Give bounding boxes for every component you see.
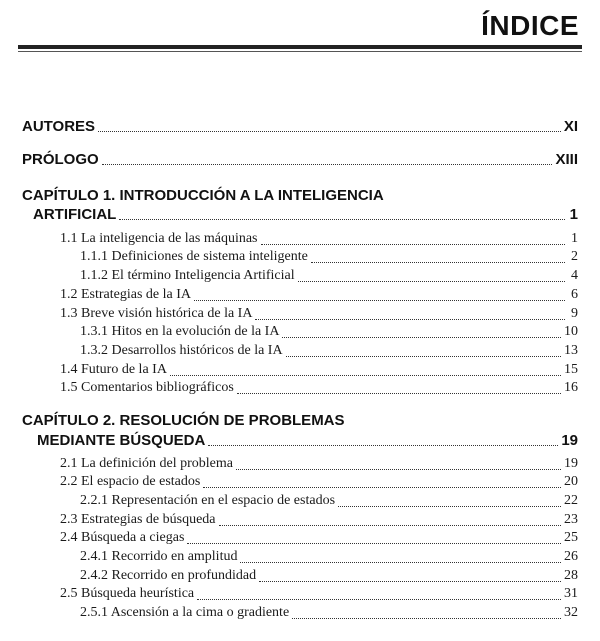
dot-leader bbox=[119, 219, 565, 220]
toc-entry-label: 1.3 Breve visión histórica de la IA bbox=[60, 306, 253, 321]
dot-leader bbox=[255, 319, 565, 320]
toc-entry-label: 2.2 El espacio de estados bbox=[60, 474, 201, 489]
toc-entry-page: 19 bbox=[564, 456, 578, 471]
toc-entry-subsection[interactable] bbox=[80, 268, 578, 284]
toc-entry-label: 1.1.1 Definiciones de sistema inteligente bbox=[80, 249, 308, 264]
toc-entry-subsection[interactable] bbox=[80, 343, 578, 359]
toc-entry-page: 22 bbox=[564, 493, 578, 508]
toc-entry-label: 1.3.1 Hitos en la evolución de la IA bbox=[80, 324, 280, 339]
toc-entry-page: 10 bbox=[564, 324, 578, 339]
toc-entry-page: 20 bbox=[564, 474, 578, 489]
toc-entry-label: 1.5 Comentarios bibliográficos bbox=[60, 380, 234, 395]
toc-entry-page: XIII bbox=[555, 151, 578, 168]
toc-entry-subsection[interactable] bbox=[80, 493, 578, 509]
chapter-1-title: CAPÍTULO 1. INTRODUCCIÓN A LA INTELIGENCIA bbox=[22, 187, 384, 204]
toc-entry-label: 1.3.2 Desarrollos históricos de la IA bbox=[80, 343, 283, 358]
toc-entry-page: 15 bbox=[564, 362, 578, 377]
dot-leader bbox=[208, 445, 558, 446]
toc-entry-label: MEDIANTE BÚSQUEDA bbox=[37, 432, 206, 449]
dot-leader bbox=[261, 244, 566, 245]
toc-entry-label: 1.1 La inteligencia de las máquinas bbox=[60, 231, 258, 246]
toc-entry-label: 2.2.1 Representación en el espacio de estados bbox=[80, 493, 336, 508]
dot-leader bbox=[237, 393, 561, 394]
toc-entry-label: 2.4 Búsqueda a ciegas bbox=[60, 530, 185, 545]
toc-entry-chapter-1[interactable] bbox=[33, 206, 578, 223]
toc-entry-section[interactable] bbox=[60, 362, 578, 378]
toc-entry-chapter-2[interactable] bbox=[37, 432, 578, 449]
toc-entry-label: PRÓLOGO bbox=[22, 151, 99, 168]
dot-leader bbox=[98, 131, 561, 132]
toc-entry-page: 26 bbox=[564, 549, 578, 564]
toc-entry-label: 2.4.2 Recorrido en profundidad bbox=[80, 568, 257, 583]
toc-entry-label: AUTORES bbox=[22, 118, 96, 135]
dot-leader bbox=[194, 300, 565, 301]
toc-entry-subsection[interactable] bbox=[80, 249, 578, 265]
dot-leader bbox=[282, 337, 561, 338]
toc-entry-section[interactable] bbox=[60, 512, 578, 528]
toc-entry-section[interactable] bbox=[60, 231, 578, 247]
toc-entry-label: ARTIFICIAL bbox=[33, 206, 117, 223]
dot-leader bbox=[187, 543, 561, 544]
dot-leader bbox=[203, 487, 561, 488]
toc-entry-page: XI bbox=[563, 118, 578, 135]
page-title: ÍNDICE bbox=[481, 10, 579, 41]
toc-entry-label: 2.4.1 Recorrido en amplitud bbox=[80, 549, 238, 564]
toc-entry-page: 2 bbox=[571, 249, 578, 264]
toc-entry-section[interactable] bbox=[60, 456, 578, 472]
dot-leader bbox=[259, 581, 561, 582]
toc-entry-label: 1.2 Estrategias de la IA bbox=[60, 287, 192, 302]
toc-entry-label: 1.4 Futuro de la IA bbox=[60, 362, 167, 377]
toc-entry-label: 1.1.2 El término Inteligencia Artificial bbox=[80, 268, 295, 283]
toc-entry-page: 6 bbox=[571, 287, 578, 302]
toc-entry-subsection[interactable] bbox=[80, 605, 578, 621]
chapter-2-title: CAPÍTULO 2. RESOLUCIÓN DE PROBLEMAS bbox=[22, 412, 345, 429]
dot-leader bbox=[292, 618, 561, 619]
toc-entry-section[interactable] bbox=[60, 474, 578, 490]
toc-entry-page: 31 bbox=[564, 586, 578, 601]
toc-entry-prologo[interactable] bbox=[22, 151, 578, 168]
toc-entry-page: 16 bbox=[564, 380, 578, 395]
toc-entry-label: 2.5 Búsqueda heurística bbox=[60, 586, 195, 601]
toc-entry-page: 1 bbox=[569, 206, 578, 223]
toc-entry-label: 2.3 Estrategias de búsqueda bbox=[60, 512, 216, 527]
dot-leader bbox=[197, 599, 561, 600]
dot-leader bbox=[298, 281, 565, 282]
dot-leader bbox=[286, 356, 561, 357]
toc-entry-page: 4 bbox=[571, 268, 578, 283]
dot-leader bbox=[236, 469, 561, 470]
toc-entry-label: 2.1 La definición del problema bbox=[60, 456, 233, 471]
toc-entry-section[interactable] bbox=[60, 586, 578, 602]
toc-entry-autores[interactable] bbox=[22, 118, 578, 135]
toc-entry-subsection[interactable] bbox=[80, 549, 578, 565]
dot-leader bbox=[219, 525, 561, 526]
toc-entry-page: 25 bbox=[564, 530, 578, 545]
toc-entry-page: 9 bbox=[571, 306, 578, 321]
toc-entry-page: 23 bbox=[564, 512, 578, 527]
toc-entry-section[interactable] bbox=[60, 287, 578, 303]
toc-entry-page: 32 bbox=[564, 605, 578, 620]
toc-entry-page: 19 bbox=[561, 432, 578, 449]
toc-entry-subsection[interactable] bbox=[80, 568, 578, 584]
toc-entry-section[interactable] bbox=[60, 380, 578, 396]
dot-leader bbox=[102, 164, 553, 165]
toc-entry-page: 28 bbox=[564, 568, 578, 583]
toc-entry-label: 2.5.1 Ascensión a la cima o gradiente bbox=[80, 605, 290, 620]
toc-entry-page: 1 bbox=[571, 231, 578, 246]
toc-entry-page: 13 bbox=[564, 343, 578, 358]
toc-entry-section[interactable] bbox=[60, 306, 578, 322]
toc-entry-section[interactable] bbox=[60, 530, 578, 546]
dot-leader bbox=[170, 375, 561, 376]
toc-entry-subsection[interactable] bbox=[80, 324, 578, 340]
dot-leader bbox=[338, 506, 561, 507]
dot-leader bbox=[240, 562, 561, 563]
dot-leader bbox=[311, 262, 565, 263]
